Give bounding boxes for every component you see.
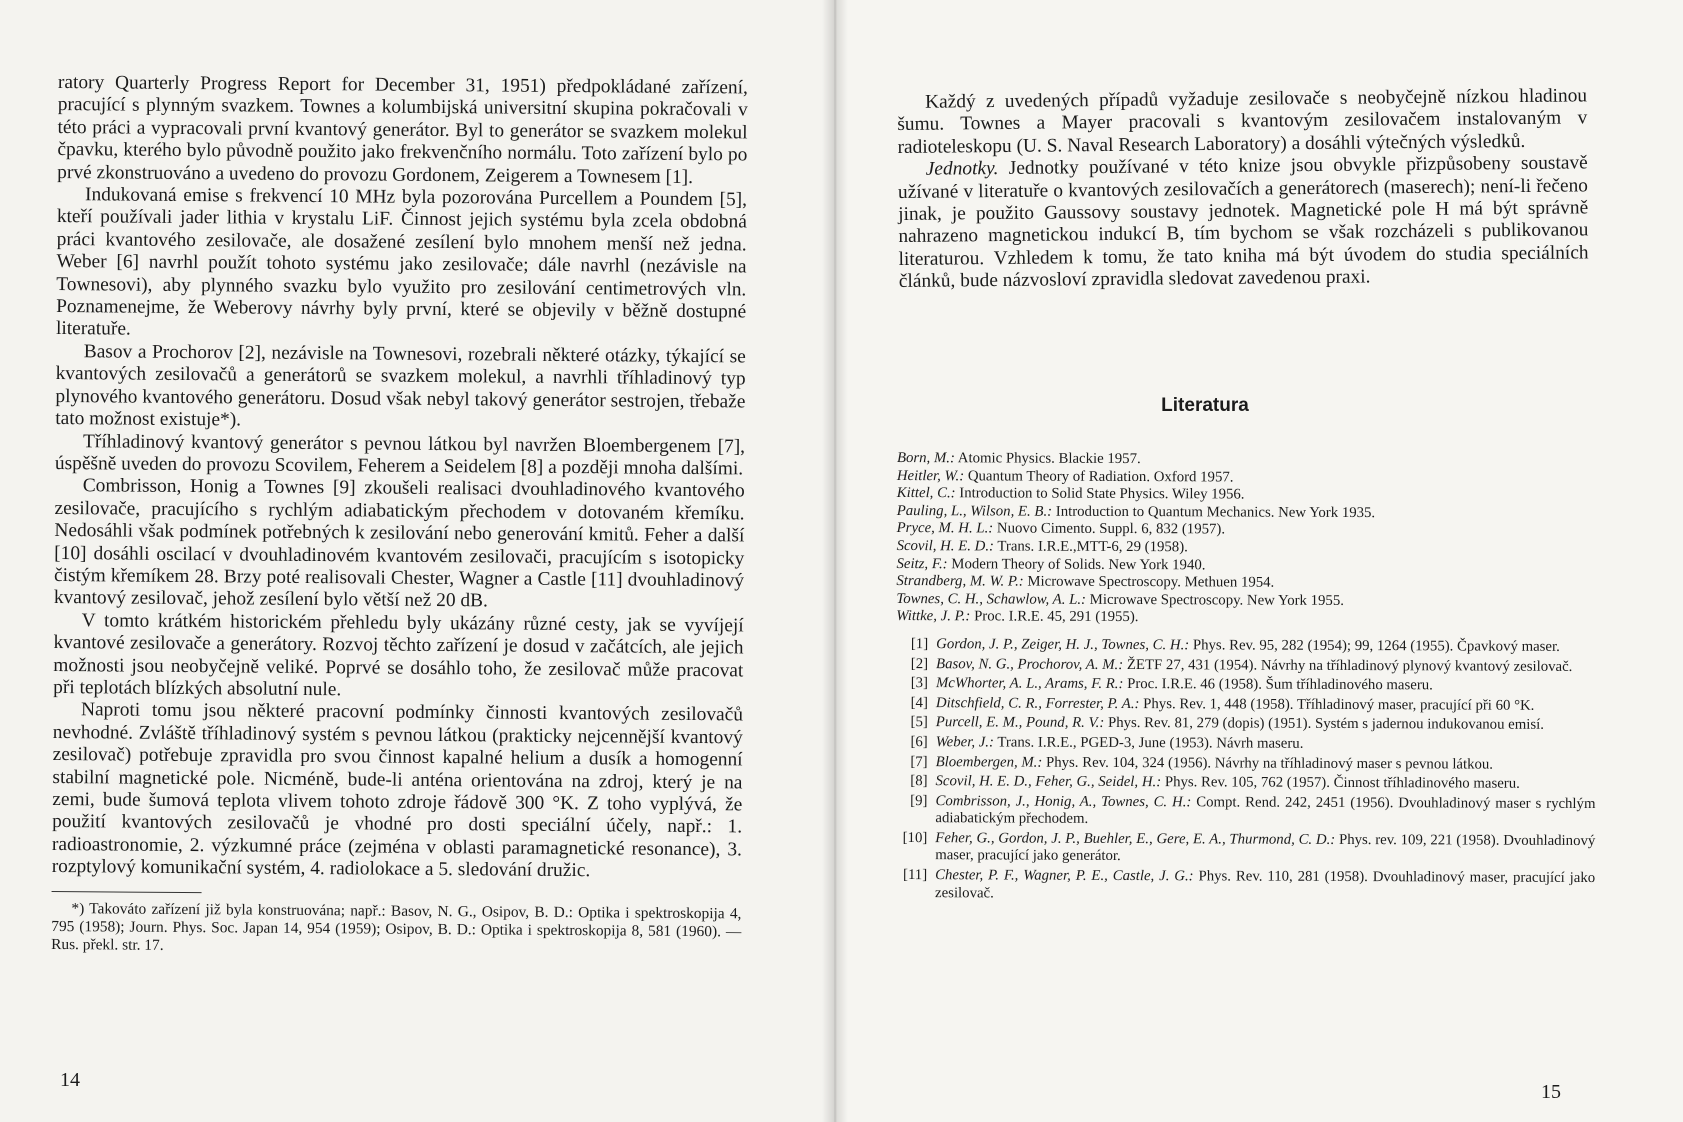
reference-number: [7] [910,753,928,770]
reference-item [896,636,1596,657]
reference-text [936,734,1596,754]
paragraph-units [898,153,1589,294]
bib-rest: Introduction to Solid State Physics. Wiley 1956. [955,485,1245,503]
reference-text [936,773,1596,793]
reference-item [896,773,1596,794]
bib-rest: Microwave Spectroscopy. Methuen 1954. [1023,573,1275,591]
bib-rest: Nuovo Cimento. Suppl. 6, 832 (1957). [993,520,1226,538]
paragraph: Indukovaná emise s frekvencí 10 MHz byla pozorována Purcellem a Poundem [5], kteří používali jader lithia v krystalu LiF. Činnost jejich systému byla zcela obdobná práci kvantového zesilovače, ale dosažené zesílení bylo mnohem menší než jedna. Weber [6] navrhl použít tohoto systému jako zesilovače; dále navrhl (nezávisle na Townesovi), aby plynného svazku bylo využito pro zesilování centimetrových vln. Poznamenejme, že Weberovy návrhy byly první, které se objevily v běžně dostupné literatuře. [55,184,748,341]
reference-number: [4] [910,694,928,711]
reference-number: [6] [910,733,928,751]
paragraph-lead: Jednotky. [925,158,999,180]
reference-item [896,734,1596,755]
reference-number: [8] [910,773,928,790]
ref-author: Weber, J.: [935,734,994,751]
ref-author: Combrisson, J., Honig, A., Townes, C. H.: [935,792,1192,810]
bib-author: Wittke, J. P.: [896,608,971,625]
reference-text [936,754,1596,774]
footnote-divider [52,891,202,893]
paragraph: Combrisson, Honig a Townes [9] zkoušeli realisaci dvouhladinového kvantového zesilovače, pracujícího s rychlým adiabatickým přechodem v dotovaném křemíku. Nedosáhli však podmínek potřebných k zesilování nebo generování kmitů. Feher a další [10] dosáhli oscilací v dvouhladinovém kvantovém zesilovači, pracujícím s isotopicky čistým křemíkem 28. Brzy poté realisovali Chester, Wagner a Castle [11] dvouhladinový kvantový zesilovač, jehož zesílení bylo větší než 20 dB. [53,475,745,612]
ref-rest: Proc. I.R.E. 46 (1958). Šum tříhladinového maseru. [1123,676,1433,694]
bib-author: Pauling, L., Wilson, E. B.: [896,502,1053,520]
reference-item [896,753,1596,774]
bibliography-entry [896,608,1596,629]
literature-heading: Literatura [1161,395,1249,416]
bib-author: Strandberg, M. W. P.: [896,573,1024,590]
reference-text [936,636,1596,656]
paragraph: Každý z uvedených případů vyžaduje zesilovače s neobyčejně nízkou hladinou šumu. Townes a Mayer pracovali s kvantovým zesilovačem instalovaným v radioteleskopu (U. S. Naval Research Laboratory) a dosáhli výtečných výsledků. [897,85,1588,158]
bib-rest: Modern Theory of Solids. New York 1940. [947,555,1206,573]
ref-author: Purcell, E. M., Pound, R. V.: [935,714,1105,732]
bib-rest: Proc. I.R.E. 45, 291 (1955). [970,608,1139,626]
bib-author: Seitz, F.: [896,555,948,572]
bib-rest: Atomic Physics. Blackie 1957. [954,450,1141,468]
left-page [0,0,835,1122]
footnote: *) Takováto zařízení již byla konstruována; např.: Basov, N. G., Osipov, B. D.: Optika i spektroskopija 4, 795 (1958); Journ. Phys. Soc. Japan 14, 954 (1959); Osipov, B. D.: Optika i spektroskopija 8, 581 (1960). — Rus. překl. str. 17. [51,899,742,955]
ref-author: McWhorter, A. L., Arams, F. R.: [935,675,1124,693]
ref-rest: ŽETF 27, 431 (1954). Návrhy na tříhladinový plynový kvantový zesilovač. [1123,656,1573,675]
reference-number: [1] [910,636,929,653]
bibliography [895,450,1597,907]
ref-author: Chester, P. F., Wagner, P. E., Castle, J. G.: [935,867,1194,885]
reference-text [936,656,1596,676]
reference-number: [5] [910,714,928,731]
right-page [835,0,1683,1122]
paragraph: Naproti tomu jsou některé pracovní podmínky činnosti kvantových zesilovačů nevhodné. Zvláště tříhladinový systém s pevnou látkou (prakticky nejcennější kvantový zesilovač) potřebuje zpravidla pro svou činnost kapalné helium a dusík a homogenní stabilní magnetické pole. Nicméně, bude-li anténa orientována na zdroj, který je na zemi, bude šumová teplota vlivem tohoto zdroje řádově 300 °K. Z toho vyplývá, že použití kvantových zesilovačů je vhodné pro dosti speciální účely, např.: 1. radioastronomie, 2. výzkumné práce (zejména v oblasti paramagnetické resonance), 3. rozptylový komunikační systém, 4. radiolokace a 5. sledování družic. [51,699,744,882]
reference-text [936,695,1596,715]
paragraph: V tomto krátkém historickém přehledu byly ukázány různé cesty, jak se vyvíjejí kvantové zesilovače a generátory. Rozvoj těchto zařízení je dosud v začátcích, ale jejich možnosti jsou neobyčejně veliké. Poprvé se dosáhlo toho, že zesilovač může pracovat při teplotách blízkých absolutní nule. [53,609,744,701]
paragraph: Tříhladinový kvantový generátor s pevnou látkou byl navržen Bloembergenem [7], úspěšně uveden do provozu Scovilem, Feherem a Seidelem [8] a později mnoha dalšími. [54,430,746,480]
ref-author: Bloembergen, M.: [935,753,1043,771]
bibliography-list [896,450,1597,629]
reference-number: [3] [910,675,929,692]
right-body-text [897,85,1589,293]
reference-item [896,695,1596,716]
reference-item [895,793,1595,831]
ref-rest: Phys. Rev. 105, 762 (1957). Činnost tříhladinového maseru. [1161,774,1520,792]
ref-rest: Phys. Rev. 1, 448 (1958). Tříhladinový maser, pracující při 60 °K. [1139,695,1535,714]
ref-rest: Trans. I.R.E., PGED-3, June (1953). Návrh maseru. [993,734,1304,752]
left-body-text [51,72,748,960]
reference-item [895,830,1595,868]
reference-item [895,867,1595,905]
ref-rest: Phys. rev. 109, 221 (1958). Dvouhladinový maser, pracující jako generátor. [935,831,1596,865]
reference-text [936,675,1596,695]
ref-rest: Phys. Rev. 81, 279 (dopis) (1951). Systém s jadernou indukovanou emisí. [1104,715,1544,734]
bib-rest: Microwave Spectroscopy. New York 1955. [1085,591,1344,609]
bib-rest: Trans. I.R.E.,MTT-6, 29 (1958). [993,538,1188,556]
bib-rest: Introduction to Quantum Mechanics. New York 1935. [1052,503,1376,521]
ref-author: Ditschfield, C. R., Forrester, P. A.: [935,694,1140,712]
reference-item [896,714,1596,735]
bib-author: Pryce, M. H. L.: [896,520,994,537]
reference-text [935,830,1595,868]
reference-number: [10] [902,829,928,847]
page-number-left: 14 [60,1069,80,1091]
bib-author: Born, M.: [896,450,955,467]
bib-rest: Quantum Theory of Radiation. Oxford 1957. [964,467,1234,486]
ref-rest: Phys. Rev. 104, 324 (1956). Návrhy na tříhladinový maser s pevnou látkou. [1042,754,1494,773]
bib-author: Townes, C. H., Schawlow, A. L.: [896,590,1087,608]
bib-author: Kittel, C.: [896,485,956,502]
paragraph-rest: Jednotky používané v této knize jsou obvykle přizpůsobeny soustavě užívané v literatuře o kvantových zesilovačích a generátorech (maserech); není-li řečeno jinak, je použito Gaussovy soustavy jednotek. Magnetické pole H má být správně nahrazeno magnetickou indukcí B, tím bychom se však rozcházeli s publikovanou literaturou. Vzhledem k tomu, že tato kniha má být úvodem do studia speciálních článků, bude názvosloví zpravidla sledovat zavedenou praxi. [897,152,1589,293]
ref-author: Basov, N. G., Prochorov, A. M.: [936,655,1124,673]
reference-number: [9] [910,792,928,809]
reference-number: [2] [910,655,929,672]
reference-text [935,793,1595,831]
bib-author: Scovil, H. E. D.: [896,537,995,555]
reference-number: [11] [903,867,928,884]
page-number-right: 15 [1541,1081,1561,1103]
reference-text [936,714,1596,734]
ref-author: Gordon, J. P., Zeiger, H. J., Townes, C. H.: [936,636,1190,654]
ref-rest: Compt. Rend. 242, 2451 (1956). Dvouhladinový maser s rychlým adiabatickým přechodem. [935,793,1596,828]
ref-author: Feher, G., Gordon, J. P., Buehler, E., Gere, E. A., Thurmond, C. D.: [935,830,1336,848]
reference-item [896,656,1596,677]
paragraph: Basov a Prochorov [2], nezávisle na Townesovi, rozebrali některé otázky, týkající se kvantových zesilovačů a generátorů se svazkem molekul, a navrhli tříhladinový typ plynového kvantového generátoru. Dosud však nebyl takový generátor sestrojen, třebaže tato možnost existuje*). [55,341,746,431]
paragraph: ratory Quarterly Progress Report for December 31, 1951) předpokládané zařízení, pracující s plynným svazkem. Townes a kolumbijská universitní skupina pokračovali v této práci a vypracovali první kvantový generátor. Byl to generátor se svazkem molekul čpavku, kterého bylo původně použito jako frekvenčního normálu. Toto zařízení bylo po prvé zkonstruováno a uvedeno do provozu Gordonem, Zeigerem a Townesem [1]. [57,72,748,188]
numbered-references [895,636,1596,905]
bib-author: Heitler, W.: [896,467,965,484]
ref-rest: Phys. Rev. 95, 282 (1954); 99, 1264 (1955). Čpavkový maser. [1189,637,1560,655]
reference-item [896,675,1596,696]
ref-author: Scovil, H. E. D., Feher, G., Seidel, H.: [935,773,1162,791]
reference-text [935,867,1595,905]
ref-rest: Phys. Rev. 110, 281 (1958). Dvouhladinový maser, pracující jako zesilovač. [935,868,1596,902]
